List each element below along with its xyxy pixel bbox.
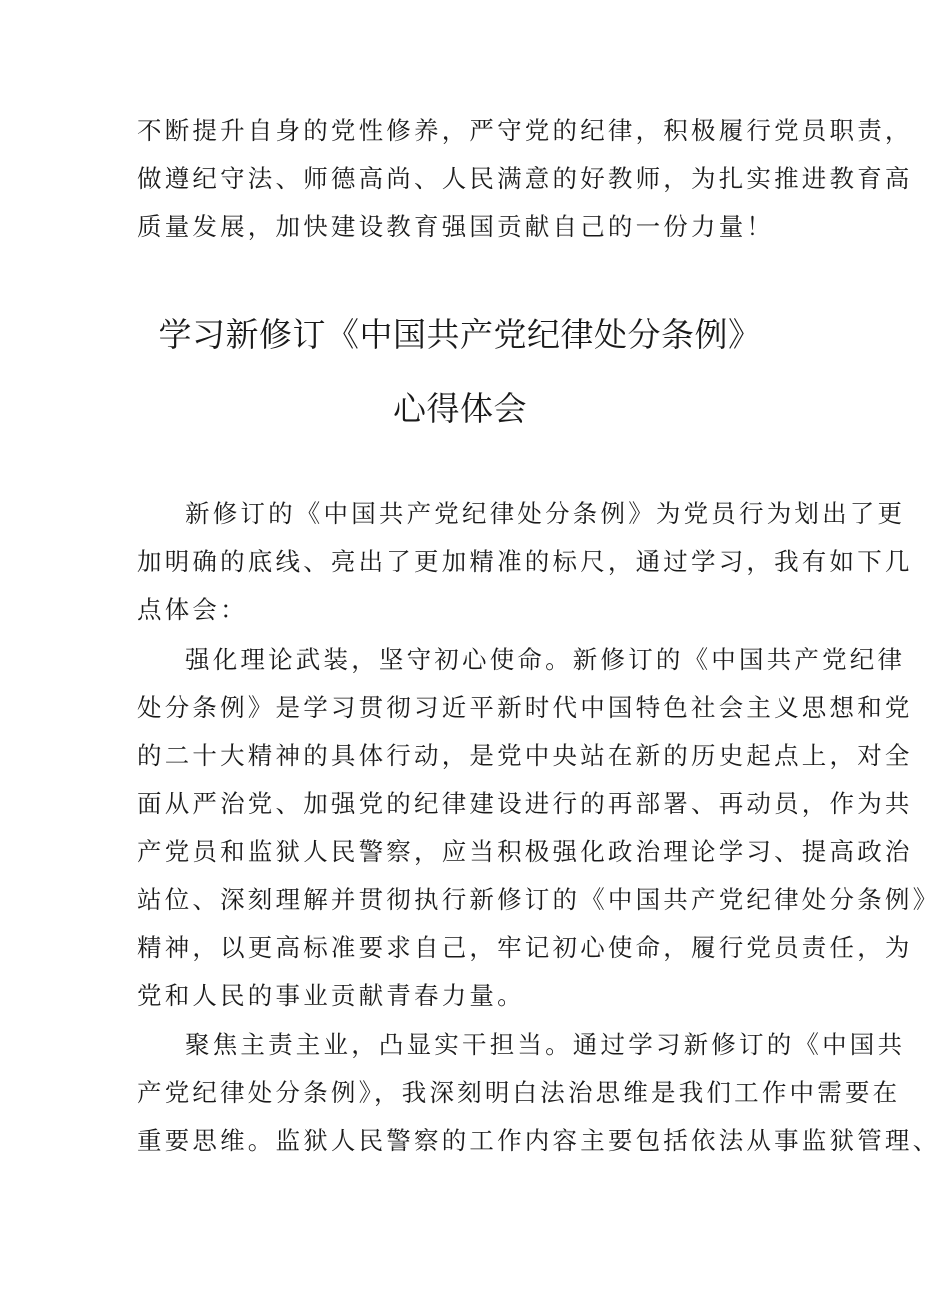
text-line: 质量发展，加快建设教育强国贡献自己的一份力量！ <box>137 212 775 241</box>
text-line: 加明确的底线、亮出了更加精准的标尺，通过学习，我有如下几 <box>137 547 913 576</box>
paragraph-first-line: 强化理论武装，坚守初心使命。新修订的《中国共产党纪律 <box>185 645 906 674</box>
text-line: 精神，以更高标准要求自己，牢记初心使命，履行党员责任，为 <box>137 933 913 962</box>
text-line: 做遵纪守法、师德高尚、人民满意的好教师，为扎实推进教育高 <box>137 164 913 193</box>
text-line: 点体会： <box>137 595 248 624</box>
text-line: 不断提升自身的党性修养，严守党的纪律，积极履行党员职责， <box>137 116 913 145</box>
paragraph-first-line: 新修订的《中国共产党纪律处分条例》为党员行为划出了更 <box>185 499 906 528</box>
text-line: 重要思维。监狱人民警察的工作内容主要包括依法从事监狱管理、 <box>137 1126 940 1155</box>
document-title: 学习新修订《中国共产党纪律处分条例》 <box>158 315 762 354</box>
document-subtitle: 心得体会 <box>393 389 527 428</box>
text-line: 党和人民的事业贡献青春力量。 <box>137 981 525 1010</box>
text-line: 产党纪律处分条例》，我深刻明白法治思维是我们工作中需要在 <box>137 1078 901 1107</box>
text-line: 站位、深刻理解并贯彻执行新修订的《中国共产党纪律处分条例》 <box>137 885 940 914</box>
text-line: 处分条例》是学习贯彻习近平新时代中国特色社会主义思想和党 <box>137 693 913 722</box>
paragraph-first-line: 聚焦主责主业，凸显实干担当。通过学习新修订的《中国共 <box>185 1030 906 1059</box>
text-line: 面从严治党、加强党的纪律建设进行的再部署、再动员，作为共 <box>137 789 913 818</box>
text-line: 产党员和监狱人民警察，应当积极强化政治理论学习、提高政治 <box>137 837 913 866</box>
text-line: 的二十大精神的具体行动，是党中央站在新的历史起点上，对全 <box>137 741 913 770</box>
